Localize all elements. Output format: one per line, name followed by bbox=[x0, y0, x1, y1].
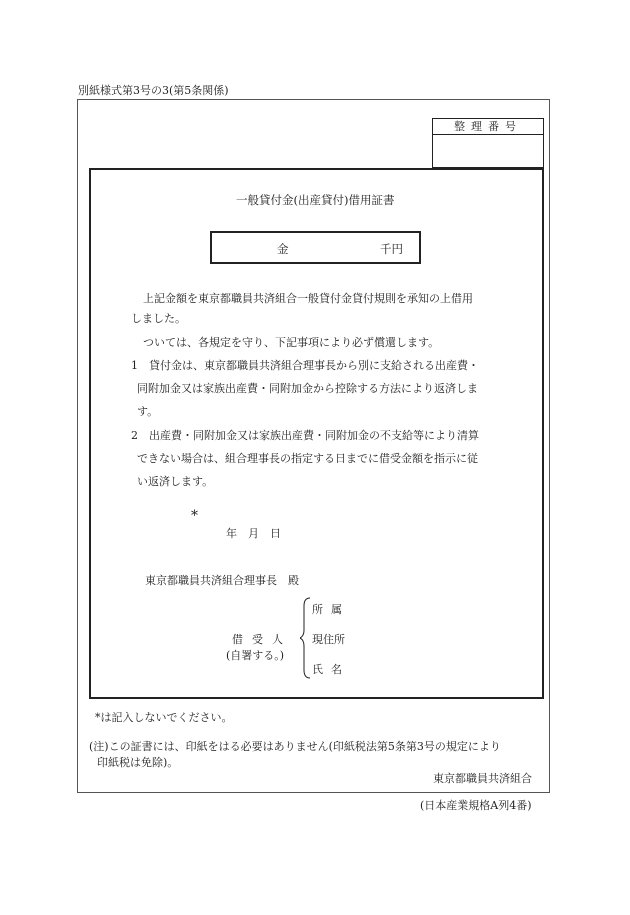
reference-number-box bbox=[432, 118, 544, 168]
asterisk-note: *は記入しないでください。 bbox=[95, 711, 233, 724]
amount-prefix: 金 bbox=[277, 242, 289, 256]
body-line-5: 同附加金又は家族出産費・同附加金から控除する方法により返済しま bbox=[137, 382, 478, 395]
recipient: 東京都職員共済組合理事長 殿 bbox=[145, 574, 299, 587]
body-line-1: 上記金額を東京都職員共済組合一般貸付金貸付規則を承知の上借用 bbox=[143, 292, 473, 305]
body-line-9: い返済します。 bbox=[137, 475, 214, 488]
brace-icon bbox=[300, 596, 312, 680]
reference-number-header: 整理番号 bbox=[433, 119, 543, 135]
date-asterisk: * bbox=[191, 508, 198, 524]
field-name: 氏名 bbox=[312, 663, 350, 676]
body-line-8: できない場合は、組合理事長の指定する日までに借受金額を指示に従 bbox=[137, 452, 478, 465]
body-line-3: ついては、各規定を守り、下記事項により必ず償還します。 bbox=[143, 336, 440, 349]
body-line-6: す。 bbox=[137, 405, 159, 418]
form-number-label: 別紙様式第3号の3(第5条関係) bbox=[78, 84, 229, 97]
body-line-2: しました。 bbox=[131, 312, 186, 325]
field-department: 所属 bbox=[312, 603, 350, 616]
body-line-7: 2 出産費・同附加金又は家族出産費・同附加金の不支給等により清算 bbox=[131, 429, 479, 442]
body-line-4: 1 貸付金は、東京都職員共済組合理事長から別に支給される出産費・ bbox=[131, 359, 479, 372]
paper-size-note: (日本産業規格A列4番) bbox=[420, 799, 532, 812]
issuer-name: 東京都職員共済組合 bbox=[433, 772, 532, 785]
self-sign-note: (自署する。) bbox=[226, 649, 285, 662]
document-title: 一般貸付金(出産貸付)借用証書 bbox=[236, 193, 395, 207]
amount-unit: 千円 bbox=[380, 242, 403, 256]
borrower-label: 借受人 bbox=[232, 633, 292, 646]
stamp-tax-note-line2: 印紙税は免除)。 bbox=[97, 756, 179, 769]
date-field: 年 月 日 bbox=[226, 527, 281, 540]
field-address: 現住所 bbox=[312, 633, 345, 646]
stamp-tax-note-line1: (注)この証書には、印紙をはる必要はありません(印紙税法第5条第3号の規定により bbox=[89, 740, 501, 753]
amount-box bbox=[210, 231, 421, 264]
